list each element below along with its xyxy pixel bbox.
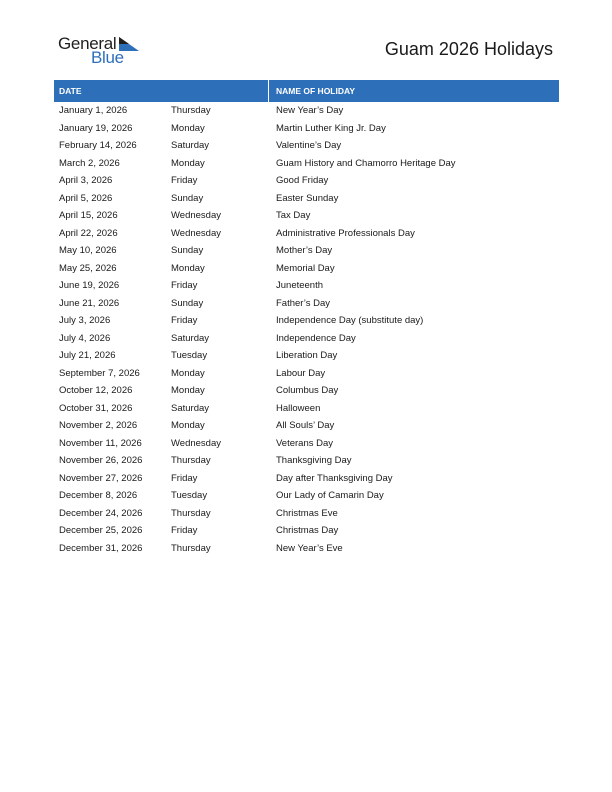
holiday-date: December 25, 2026 — [59, 525, 143, 537]
holiday-name: Christmas Eve — [276, 507, 338, 519]
holiday-date: February 14, 2026 — [59, 140, 137, 152]
holiday-name: Christmas Day — [276, 525, 339, 537]
holiday-weekday: Saturday — [171, 332, 210, 344]
holiday-weekday: Monday — [171, 420, 205, 432]
holiday-weekday: Monday — [171, 262, 205, 274]
holiday-date: July 3, 2026 — [59, 315, 111, 327]
table-row — [54, 505, 559, 523]
holiday-weekday: Monday — [171, 385, 205, 397]
holiday-date: June 21, 2026 — [59, 297, 120, 309]
table-row — [54, 242, 559, 260]
holiday-name: Independence Day — [276, 332, 356, 344]
table-row — [54, 190, 559, 208]
holiday-weekday: Friday — [171, 315, 198, 327]
holiday-name: Day after Thanksgiving Day — [276, 472, 393, 484]
table-row — [54, 487, 559, 505]
table-row — [54, 400, 559, 418]
holiday-date: October 31, 2026 — [59, 402, 133, 414]
table-row — [54, 102, 559, 120]
column-header-name: NAME OF HOLIDAY — [276, 86, 356, 96]
holiday-date: April 3, 2026 — [59, 175, 113, 187]
table-row — [54, 207, 559, 225]
holiday-weekday: Saturday — [171, 402, 210, 414]
holiday-weekday: Friday — [171, 175, 198, 187]
holiday-weekday: Thursday — [171, 105, 211, 117]
table-row — [54, 172, 559, 190]
holiday-name: Juneteenth — [276, 280, 324, 292]
table-row — [54, 347, 559, 365]
holiday-weekday: Thursday — [171, 542, 211, 554]
holiday-date: December 31, 2026 — [59, 542, 143, 554]
holiday-date: July 4, 2026 — [59, 332, 111, 344]
holiday-weekday: Friday — [171, 280, 198, 292]
table-row — [54, 365, 559, 383]
holiday-name: Memorial Day — [276, 262, 335, 274]
holiday-name: Administrative Professionals Day — [276, 227, 415, 239]
holiday-name: New Year’s Day — [276, 105, 344, 117]
holiday-name: Good Friday — [276, 175, 329, 187]
holiday-name: New Year’s Eve — [276, 542, 343, 554]
table-row — [54, 277, 559, 295]
table-row — [54, 155, 559, 173]
holiday-name: Halloween — [276, 402, 321, 414]
holiday-date: March 2, 2026 — [59, 157, 120, 169]
table-body — [54, 102, 559, 557]
table-row — [54, 225, 559, 243]
column-header-date: DATE — [54, 80, 269, 102]
holiday-name: Our Lady of Camarin Day — [276, 490, 384, 502]
holiday-date: October 12, 2026 — [59, 385, 133, 397]
holiday-name: Columbus Day — [276, 385, 339, 397]
table-row — [54, 137, 559, 155]
holiday-name: Tax Day — [276, 210, 311, 222]
holiday-weekday: Sunday — [171, 192, 204, 204]
holiday-date: April 5, 2026 — [59, 192, 113, 204]
holiday-name: Guam History and Chamorro Heritage Day — [276, 157, 456, 169]
table-row — [54, 330, 559, 348]
holiday-date: July 21, 2026 — [59, 350, 116, 362]
holiday-weekday: Saturday — [171, 140, 210, 152]
holiday-name: Martin Luther King Jr. Day — [276, 122, 386, 134]
holiday-date: January 1, 2026 — [59, 105, 128, 117]
table-header — [54, 80, 559, 102]
holiday-name: Valentine’s Day — [276, 140, 342, 152]
holiday-name: Easter Sunday — [276, 192, 339, 204]
holiday-name: All Souls’ Day — [276, 420, 335, 432]
holiday-weekday: Wednesday — [171, 210, 221, 222]
holiday-date: December 24, 2026 — [59, 507, 143, 519]
holiday-date: June 19, 2026 — [59, 280, 120, 292]
holiday-date: December 8, 2026 — [59, 490, 138, 502]
holiday-weekday: Wednesday — [171, 227, 221, 239]
holiday-weekday: Thursday — [171, 507, 211, 519]
holiday-date: November 11, 2026 — [59, 437, 142, 449]
table-row — [54, 417, 559, 435]
table-row — [54, 540, 559, 558]
holiday-date: April 22, 2026 — [59, 227, 118, 239]
holiday-name: Father’s Day — [276, 297, 331, 309]
table-row — [54, 382, 559, 400]
table-row — [54, 295, 559, 313]
table-row — [54, 452, 559, 470]
holiday-weekday: Wednesday — [171, 437, 221, 449]
holiday-date: April 15, 2026 — [59, 210, 118, 222]
holiday-weekday: Monday — [171, 157, 205, 169]
holiday-weekday: Sunday — [171, 245, 204, 257]
holiday-weekday: Sunday — [171, 297, 204, 309]
holiday-name: Thanksgiving Day — [276, 455, 352, 467]
holiday-weekday: Thursday — [171, 455, 211, 467]
holiday-name: Veterans Day — [276, 437, 334, 449]
holiday-date: November 26, 2026 — [59, 455, 143, 467]
holiday-weekday: Monday — [171, 122, 205, 134]
holiday-weekday: Friday — [171, 525, 198, 537]
holiday-name: Labour Day — [276, 367, 326, 379]
holiday-weekday: Tuesday — [171, 490, 208, 502]
holiday-date: May 10, 2026 — [59, 245, 117, 257]
holiday-date: September 7, 2026 — [59, 367, 140, 379]
holiday-weekday: Friday — [171, 472, 198, 484]
table-row — [54, 312, 559, 330]
logo-word-general: General — [58, 34, 117, 53]
holiday-weekday: Tuesday — [171, 350, 208, 362]
table-row — [54, 435, 559, 453]
table-row — [54, 522, 559, 540]
table-row — [54, 260, 559, 278]
page-title: Guam 2026 Holidays — [384, 39, 553, 59]
holiday-date: January 19, 2026 — [59, 122, 133, 134]
holiday-name: Mother’s Day — [276, 245, 333, 257]
brand-logo — [58, 34, 148, 68]
logo-word-blue: Blue — [91, 48, 124, 67]
holiday-table — [54, 80, 559, 557]
holiday-weekday: Monday — [171, 367, 205, 379]
holiday-date: November 27, 2026 — [59, 472, 143, 484]
holiday-name: Independence Day (substitute day) — [276, 315, 424, 327]
holiday-date: May 25, 2026 — [59, 262, 117, 274]
holiday-date: November 2, 2026 — [59, 420, 138, 432]
holiday-name: Liberation Day — [276, 350, 338, 362]
table-row — [54, 470, 559, 488]
table-row — [54, 120, 559, 138]
